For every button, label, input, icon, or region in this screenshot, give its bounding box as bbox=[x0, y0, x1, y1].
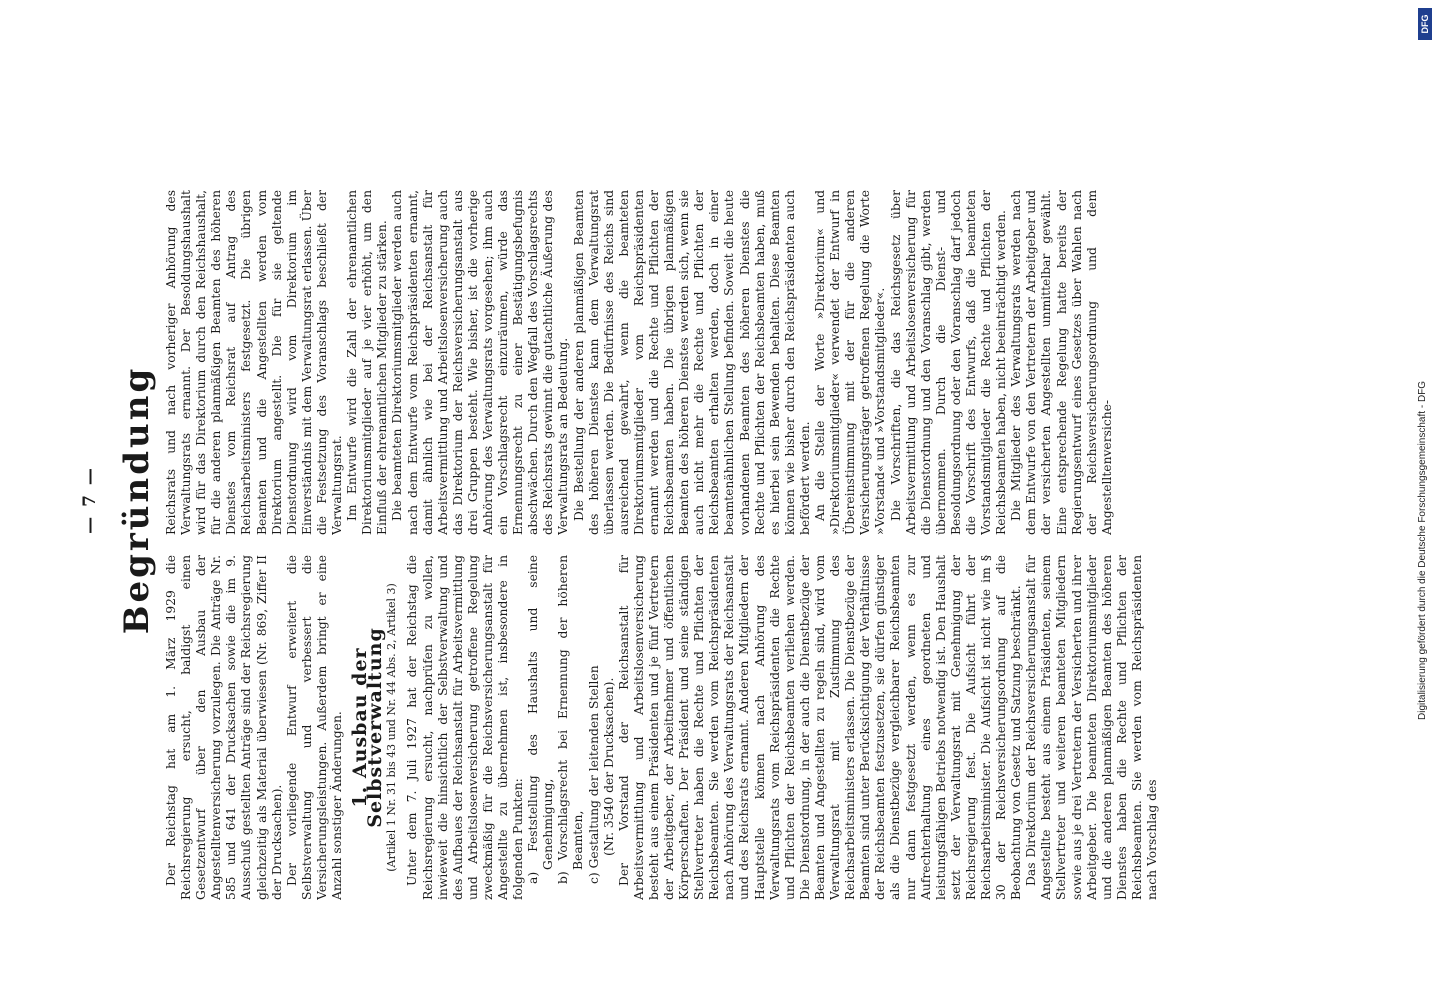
list-item-b: b) Vorschlagsrecht bei Ernennung der höheren Beamten, bbox=[556, 555, 586, 884]
list-item-c: c) Gestaltung der leitenden Stellen bbox=[586, 665, 601, 884]
dfg-logo-label: DFG bbox=[1420, 14, 1430, 34]
rotated-document bbox=[62, 0, 1352, 1000]
paragraph: Die beamteten Direktoriumsmitglieder werden auch nach dem Entwurfe vom Reichspräsidenten ernannt, damit ähnlich wie bei der Reichsanstalt für Arbeitsvermittlung und Arbeitslosenversicherung auch das Direktorium der Reichsversicherungsanstalt aus drei Gruppen besteht. Wie bisher, ist die vorherige Anhörung des Verwaltungsrats vorgesehen; ihm auch ein Vorschlagsrecht einzuräumen, würde das Ernennungsrecht zu einer Bestätigungsbefugnis abschwächen. Durch den Wegfall des Vorschlagsrechts des Reichsrats gewinnt die gutachtliche Äußerung des Verwaltungsrats an Bedeutung. bbox=[390, 190, 571, 535]
section-subheading: (Artikel 1 Nr. 31 bis 43 und Nr. 44 Abs. 2, Artikel 3) bbox=[385, 583, 399, 872]
paragraph: Die Mitglieder des Verwaltungsrats werden nach dem Entwurfe von den Vertretern der Arbeitgeber und der versicherten Angestellten unmittelbar gewählt. Eine entsprechende Regelung hatte bereits der Regierungsentwurf eines Gesetzes über Wahlen nach der Reichsversicherungsordnung und dem Angestelltenversiche- bbox=[1009, 190, 1114, 535]
paragraph: Unter dem 7. Juli 1927 hat der Reichstag die Reichsregierung ersucht, nachprüfen zu wollen, inwieweit die hinsichtlich der Selbstverwaltung und des Aufbaues der Reichsanstalt für Arbeitsvermittlung und Arbeitslosenversicherung getroffene Regelung zweckmäßig für die Reichsversicherungsanstalt für Angestellte zu übernehmen ist, insbesondere in folgenden Punkten: bbox=[405, 555, 526, 900]
paragraph: Das Direktorium der Reichsversicherungsanstalt für Angestellte besteht aus einem Präsidenten, seinem Stellvertreter und weiteren beamteten Mitgliedern sowie aus je drei Vertretern der Versicherten und ihrer Arbeitgeber. Die beamteten Direktoriumsmitglieder und die anderen planmäßigen Beamten des höheren Dienstes haben die Rechte und Pflichten der Reichsbeamten. Sie werden vom Reichspräsidenten nach Vorschlag des bbox=[1024, 555, 1159, 900]
list-item-a: a) Feststellung des Haushalts und seine Genehmigung, bbox=[526, 555, 556, 884]
paragraph: An die Stelle der Worte »Direktorium« und »Direktoriumsmitglieder« verwendet der Entwurf in Übereinstimmung mit der für die anderen Versicherungsträger getroffenen Regelung die Worte »Vorstand« und »Vorstandsmitglieder«. bbox=[813, 190, 888, 535]
page-title: Begründung bbox=[117, 365, 157, 635]
paragraph: Die Vorschriften, die das Reichsgesetz über Arbeitsvermittlung und Arbeitslosenversicherung für die Dienstordnung und den Voranschlag gibt, werden übernommen. Durch die Dienst- und Besoldungsordnung oder den Voranschlag darf jedoch die Vorschrift des Entwurfs, daß die beamteten Vorstandsmitglieder die Rechte und Pflichten der Reichsbeamten haben, nicht beeinträchtigt werden. bbox=[888, 190, 1009, 535]
intro-paragraph-1: Der Reichstag hat am 1. März 1929 die Reichsregierung ersucht, baldigst einen Gesetzentwurf über den Ausbau der Angestelltenversicherung vorzulegen. Die Anträge Nr. 585 und 641 der Drucksachen sowie die im 9. Ausschuß gestellten Anträge sind der Reichsregierung gleichzeitig als Material überwiesen (Nr. 869, Ziffer II der Drucksachen). bbox=[164, 555, 284, 900]
digitization-sidebar bbox=[1412, 0, 1434, 1000]
digitization-credit: Digitalisierung gefördert durch die Deutsche Forschungsgemeinschaft - DFG bbox=[1417, 380, 1428, 720]
section-heading: 1. Ausbau der Selbstverwaltung bbox=[349, 627, 387, 828]
paragraph: Im Entwurfe wird die Zahl der ehrenamtlichen Direktoriumsmitglieder auf je vier erhöht, um den Einfluß der ehrenamtlichen Mitglieder zu stärken. bbox=[345, 190, 390, 535]
left-column bbox=[164, 555, 1344, 900]
paragraph: Reichsrats und nach vorheriger Anhörung des Verwaltungsrats ernannt. Der Besoldungshaushalt wird für das Direktorium durch den Reichshaushalt, für die anderen planmäßigen Beamten des höheren Dienstes vom Reichsrat auf Antrag des Reichsarbeitsministers festgesetzt. Die übrigen Beamten und die Angestellten werden vom Direktorium angestellt. Die für sie geltende Dienstordnung wird vom Direktorium im Einverständnis mit dem Verwaltungsrat erlassen. Über die Festsetzung des Voranschlags beschließt der Verwaltungsrat. bbox=[164, 190, 345, 535]
paragraph: Der Vorstand der Reichsanstalt für Arbeitsvermittlung und Arbeitslosenversicherung besteht aus einem Präsidenten und je fünf Vertretern der Arbeitgeber, der Arbeitnehmer und öffentlichen Körperschaften. Der Präsident und seine ständigen Stellvertreter haben die Rechte und Pflichten der Reichsbeamten. Sie werden vom Reichspräsidenten nach Anhörung des Verwaltungsrats der Reichsanstalt und des Reichsrats ernannt. Anderen Mitgliedern der Hauptstelle können nach Anhörung des Verwaltungsrats vom Reichspräsidenten die Rechte und Pflichten der Reichsbeamten verliehen werden. Die Dienstordnung, in der auch die Dienstbezüge der Beamten und Angestellten zu regeln sind, wird vom Verwaltungsrat mit Zustimmung des Reichsarbeitsministers erlassen. Die Dienstbezüge der Beamten sind unter Berücksichtigung der Verhältnisse der Reichsbeamten festzusetzen, sie dürfen günstiger als die Dienstbezüge vergleichbarer Reichsbeamten nur dann festgesetzt werden, wenn es zur Aufrechterhaltung eines geordneten und leistungsfähigen Betriebs notwendig ist. Den Haushalt setzt der Verwaltungsrat mit Genehmigung der Reichsregierung fest. Die Aufsicht führt der Reichsarbeitsminister. Die Aufsicht ist nicht wie im § 30 der Reichsversicherungsordnung auf die Beobachtung von Gesetz und Satzung beschränkt. bbox=[616, 555, 1024, 900]
right-column bbox=[164, 190, 1349, 535]
page-number: — 7 — bbox=[80, 466, 100, 534]
intro-paragraph-2: Der vorliegende Entwurf erweitert die Selbstverwaltung und verbessert die Versicherungsleistungen. Außerdem bringt er eine Anzahl sonstiger Änderungen. bbox=[284, 555, 345, 900]
paragraph: Die Bestellung der anderen planmäßigen Beamten des höheren Dienstes kann dem Verwaltungsrat überlassen werden. Die Bedürfnisse des Reichs sind ausreichend gewahrt, wenn die beamteten Direktoriumsmitglieder vom Reichspräsidenten ernannt werden und die Rechte und Pflichten der Reichsbeamten haben. Die übrigen planmäßigen Beamten des höheren Dienstes werden sich, wenn sie auch nicht mehr die Rechte und Pflichten der Reichsbeamten erhalten werden, doch in einer beamtenähnlichen Stellung befinden. Soweit die heute vorhandenen Beamten des höheren Dienstes die Rechte und Pflichten der Reichsbeamten haben, muß es hierbei sein Bewenden behalten. Diese Beamten können wie bisher durch den Reichspräsidenten auch befördert werden. bbox=[571, 190, 812, 535]
reference-note: (Nr. 3540 der Drucksachen). bbox=[601, 677, 616, 856]
